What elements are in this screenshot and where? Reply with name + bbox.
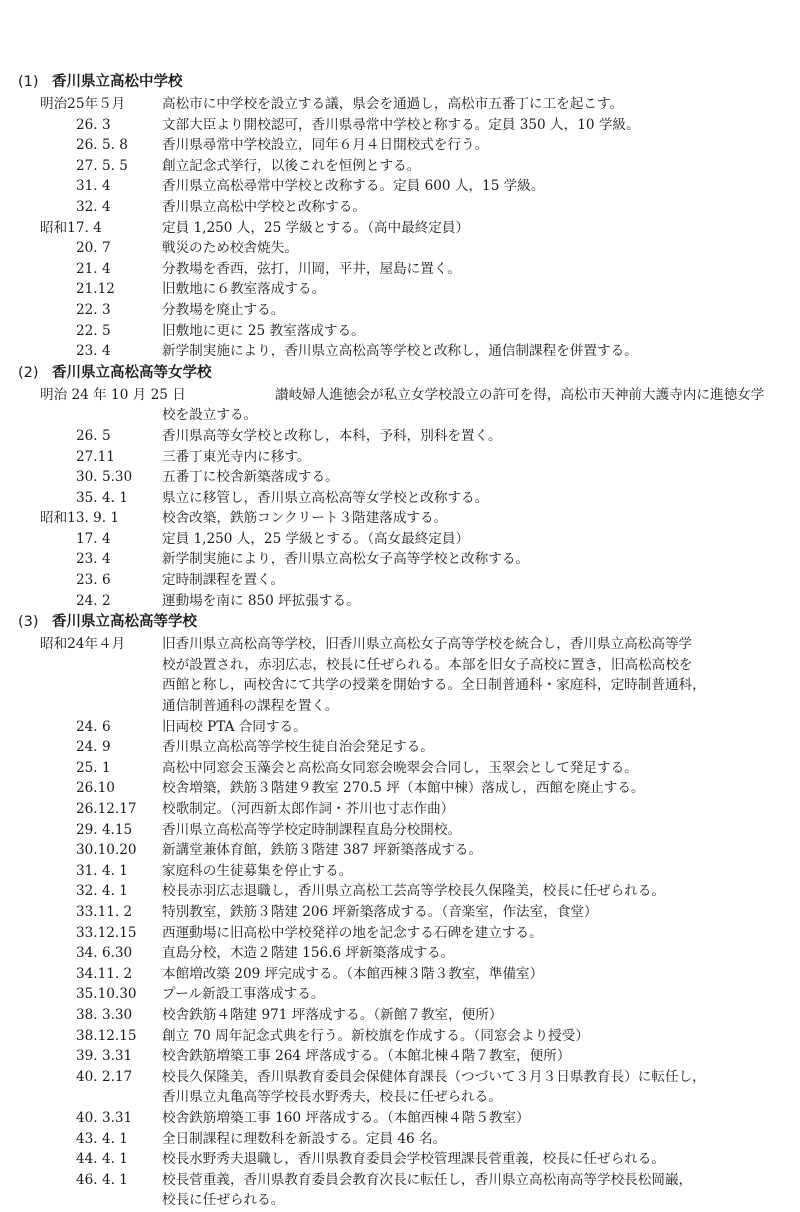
entry-line: 分教場を香西，弦打，川岡，平井，屋島に置く。: [162, 260, 461, 277]
entry-text: [162, 467, 800, 488]
timeline-entry: [0, 197, 800, 218]
entry-date: 26. 5. 8: [76, 137, 128, 154]
entry-date: 24. 9: [76, 739, 111, 756]
entry-text: [162, 1129, 800, 1150]
entry-line: 旧敷地に６教室落成する。: [162, 281, 326, 298]
entry-text: [162, 549, 800, 570]
entry-text: [162, 799, 800, 820]
entry-text: [162, 426, 800, 447]
history-section: [0, 611, 800, 1211]
entry-date: 26.10: [76, 780, 115, 797]
timeline-entry: [0, 549, 800, 570]
entry-line: 戦災のため校舎焼失。: [162, 240, 298, 257]
entry-line: 香川県立高松中学校と改称する。: [162, 198, 366, 215]
entry-date: 20. 7: [76, 240, 111, 257]
entry-date: 34. 6.30: [76, 945, 133, 962]
entry-text: [162, 197, 800, 218]
entry-date: 34.11. 2: [76, 965, 133, 982]
entry-text: [162, 717, 800, 738]
entry-line: 校舎増築，鉄筋３階建９教室 270.5 坪（本館中棟）落成し，西館を廃止する。: [162, 780, 645, 797]
entry-text: [162, 341, 800, 362]
entry-line: 通信制普通科の課程を置く。: [162, 698, 339, 715]
entry-line: 讃岐婦人進徳会が私立女学校設立の許可を得，高松市天神前大護寺内に進徳女学: [275, 386, 765, 403]
entry-line: 創立記念式挙行，以後これを恒例とする。: [162, 157, 421, 174]
entry-date: 昭和13. 9. 1: [40, 510, 120, 527]
timeline-entry: [0, 279, 800, 300]
entry-line: 三番丁東光寺内に移す。: [162, 448, 311, 465]
entry-date: 38. 3.30: [76, 1006, 133, 1023]
entry-line: 香川県高等女学校と改称し，本科，予科，別科を置く。: [162, 427, 502, 444]
timeline-entry: [0, 861, 800, 882]
entry-date: 31. 4. 1: [76, 862, 128, 879]
entry-text: [162, 943, 800, 964]
entry-date: 35. 4. 1: [76, 489, 128, 506]
section-title: 香川県立高松高等女学校: [52, 364, 212, 381]
timeline-entry: [0, 881, 800, 902]
entry-text: [162, 321, 800, 342]
entry-line: 県立に移管し，香川県立高松高等女学校と改称する。: [162, 489, 489, 506]
timeline-entry: [0, 321, 800, 342]
entry-date: 24. 6: [76, 718, 111, 735]
timeline-entry: [0, 385, 800, 426]
entry-line: 旧香川県立高松高等学校，旧香川県立高松女子高等学校を統合し，香川県立高松高等学: [162, 636, 693, 653]
timeline-entry: [0, 94, 800, 115]
entry-line: 定時制課程を置く。: [162, 572, 285, 589]
timeline-entry: [0, 156, 800, 177]
section-number: (2): [18, 364, 39, 381]
entry-line: 校舎鉄筋４階建 971 坪落成する。（新館７教室，便所）: [162, 1006, 503, 1023]
entry-text: [162, 1005, 800, 1026]
entry-line: 校舎改築，鉄筋コンクリート３階建落成する。: [162, 510, 448, 527]
entry-date: 25. 1: [76, 759, 111, 776]
entry-line: 香川県立高松高等学校定時制課程直島分校開校。: [162, 821, 462, 838]
timeline-entry: [0, 758, 800, 779]
entry-date: 17. 4: [76, 530, 111, 547]
entry-text: [162, 820, 800, 841]
entry-text: [162, 529, 800, 550]
entry-line: 高松市に中学校を設立する議，県会を通過し，高松市五番丁に工を起こす。: [162, 96, 624, 112]
entry-text: [162, 1046, 800, 1067]
entry-text: [162, 1170, 800, 1211]
entry-text: [162, 1149, 800, 1170]
entry-date: 38.12.15: [76, 1027, 137, 1044]
entry-date: 35.10.30: [76, 986, 137, 1003]
timeline-entry: [0, 1149, 800, 1170]
entry-text: [162, 385, 800, 426]
timeline-entry: [0, 467, 800, 488]
entry-date: 44. 4. 1: [76, 1151, 128, 1168]
timeline-entry: [0, 943, 800, 964]
entry-text: [162, 1026, 800, 1047]
timeline-entry: [0, 591, 800, 612]
entry-line: 本館増改築 209 坪完成する。（本館西棟３階３教室，準備室）: [162, 965, 544, 982]
entry-line: 文部大臣より開校認可，香川県尋常中学校と称する。定員 350 人，10 学級。: [162, 116, 640, 133]
entry-date: 29. 4.15: [76, 821, 133, 838]
entry-line: 分教場を廃止する。: [162, 301, 285, 318]
entry-text: [162, 135, 800, 156]
entry-date: 43. 4. 1: [76, 1130, 128, 1147]
entry-text: [162, 1108, 800, 1129]
entry-text: [162, 508, 800, 529]
section-number: (3): [18, 614, 39, 631]
entry-text: [162, 881, 800, 902]
section-heading: [0, 611, 800, 634]
entry-line: 校長久保隆美，香川県教育委員会保健体育課長（つづいて３月３日県教育長）に転任し，: [162, 1068, 706, 1085]
entry-text: [162, 902, 800, 923]
entry-line: 運動場を南に 850 坪拡張する。: [162, 592, 360, 609]
timeline-entry: [0, 218, 800, 239]
entry-date: 27.11: [76, 448, 115, 465]
entry-line: 西運動場に旧高松中学校発祥の地を記念する石碑を建立する。: [162, 924, 543, 941]
section-title: 香川県立高松高等学校: [52, 614, 197, 631]
entry-text: [162, 758, 800, 779]
entry-date: 昭和17. 4: [40, 219, 102, 236]
entry-line: 校が設置され，赤羽広志，校長に任ぜられる。本部を旧女子高校に置き，旧高松高校を: [162, 656, 693, 673]
entry-text: [162, 778, 800, 799]
entry-date: 明治25年５月: [40, 96, 126, 112]
entry-date: 26.12.17: [76, 801, 137, 817]
entry-text: [162, 840, 800, 861]
timeline-entry: [0, 1129, 800, 1150]
entry-line: 創立 70 周年記念式典を行う。新校旗を作成する。（同窓会より授受）: [162, 1027, 589, 1044]
entry-line: 新講堂兼体育館，鉄筋３階建 387 坪新築落成する。: [162, 842, 483, 859]
timeline-entry: [0, 529, 800, 550]
entry-line: 旧敷地に更に 25 教室落成する。: [162, 322, 365, 339]
timeline-entry: [0, 1026, 800, 1047]
entry-date: 32. 4. 1: [76, 883, 128, 900]
entry-date: 32. 4: [76, 198, 111, 215]
timeline-entry: [0, 115, 800, 136]
timeline-entry: [0, 426, 800, 447]
section-heading: [0, 362, 800, 385]
entry-text: [162, 218, 800, 239]
timeline-entry: [0, 840, 800, 861]
entry-date: 33.12.15: [76, 924, 137, 941]
timeline-entry: [0, 1046, 800, 1067]
entry-line: 高松中同窓会玉藻会と高松高女同窓会晩翠会合同し，玉翠会として発足する。: [162, 759, 638, 776]
section-number: (1): [18, 74, 39, 90]
entry-text: [162, 964, 800, 985]
entry-text: [162, 238, 800, 259]
timeline-entry: [0, 300, 800, 321]
timeline-entry: [0, 964, 800, 985]
entry-line: 家庭科の生徒募集を停止する。: [162, 862, 353, 879]
entry-text: [162, 94, 800, 115]
entry-date: 39. 3.31: [76, 1048, 133, 1065]
entry-text: [162, 279, 800, 300]
entry-date: 24. 2: [76, 592, 111, 609]
entry-line: 校長菅重義，香川県教育委員会教育次長に転任し，香川県立高松南高等学校長松岡巌，: [162, 1171, 693, 1188]
timeline-entry: [0, 799, 800, 820]
entry-date: 昭和24年４月: [40, 636, 126, 653]
entry-line: 定員 1,250 人，25 学級とする。（高女最終定員）: [162, 530, 470, 547]
entry-line: プール新設工事落成する。: [162, 986, 325, 1003]
timeline-entry: [0, 341, 800, 362]
entry-line: 新学制実施により，香川県立高松女子高等学校と改称する。: [162, 551, 530, 568]
timeline-entry: [0, 508, 800, 529]
entry-line: 旧両校 PTA 合同する。: [162, 718, 307, 735]
timeline-entry: [0, 1005, 800, 1026]
entry-line: 五番丁に校舎新築落成する。: [162, 469, 339, 486]
timeline-entry: [0, 717, 800, 738]
entry-line: 校歌制定。（河西新太郎作詞・芥川也寸志作曲）: [162, 801, 455, 817]
entry-date: 31. 4: [76, 178, 111, 195]
entry-date: 33.11. 2: [76, 903, 133, 920]
entry-date: 22. 3: [76, 301, 111, 318]
entry-text: [162, 591, 800, 612]
entry-date: 21. 4: [76, 260, 111, 277]
entry-text: [162, 737, 800, 758]
entry-line: 校長水野秀夫退職し，香川県教育委員会学校管理課長菅重義，校長に任ぜられる。: [162, 1151, 665, 1168]
entry-line: 香川県尋常中学校設立，同年６月４日開校式を行う。: [162, 137, 489, 154]
entry-line: 全日制課程に理数科を新設する。定員 46 名。: [162, 1130, 447, 1147]
entry-text: [162, 156, 800, 177]
entry-date: 40. 2.17: [76, 1068, 133, 1085]
entry-line: 校長赤羽広志退職し，香川県立高松工芸高等学校長久保隆美，校長に任ぜられる。: [162, 883, 665, 900]
entry-date: 30. 5.30: [76, 469, 133, 486]
timeline-entry: [0, 923, 800, 944]
timeline-entry: [0, 1067, 800, 1108]
entry-date: 40. 3.31: [76, 1109, 133, 1126]
entry-date: 30.10.20: [76, 842, 137, 859]
entry-text: [162, 861, 800, 882]
entry-date: 21.12: [76, 281, 115, 298]
entry-text: [162, 984, 800, 1005]
entry-line: 校舎鉄筋増築工事 160 坪落成する。（本館西棟４階５教室）: [162, 1109, 530, 1126]
entry-date: 26. 5: [76, 427, 111, 444]
history-section: [0, 71, 800, 362]
timeline-entry: [0, 634, 800, 716]
entry-date: 46. 4. 1: [76, 1171, 128, 1188]
entry-text: [162, 1067, 800, 1108]
entry-text: [162, 176, 800, 197]
entry-text: [162, 570, 800, 591]
entry-date: 26. 3: [76, 116, 111, 133]
entry-line: 香川県立高松高等学校生徒自治会発足する。: [162, 739, 434, 756]
history-section: [0, 362, 800, 612]
entry-text: [162, 634, 800, 716]
section-title: 香川県立高松中学校: [52, 74, 183, 90]
entry-line: 校長に任ぜられる。: [162, 1192, 285, 1209]
entry-line: 校を設立する。: [162, 407, 258, 424]
entry-text: [162, 115, 800, 136]
timeline-entry: [0, 238, 800, 259]
timeline-entry: [0, 570, 800, 591]
entry-date: 22. 5: [76, 322, 111, 339]
history-chronology: [0, 71, 800, 1211]
entry-text: [162, 300, 800, 321]
timeline-entry: [0, 176, 800, 197]
entry-line: 定員 1,250 人，25 学級とする。（高中最終定員）: [162, 219, 470, 236]
entry-line: 西館と称し，両校舎にて共学の授業を開始する。全日制普通科・家庭科，定時制普通科，: [162, 677, 706, 694]
entry-line: 校舎鉄筋増築工事 264 坪落成する。（本館北棟４階７教室，便所）: [162, 1048, 571, 1065]
timeline-entry: [0, 259, 800, 280]
timeline-entry: [0, 1108, 800, 1129]
entry-text: [162, 923, 800, 944]
entry-line: 新学制実施により，香川県立高松高等学校と改称し，通信制課程を併置する。: [162, 343, 638, 360]
timeline-entry: [0, 984, 800, 1005]
timeline-entry: [0, 737, 800, 758]
timeline-entry: [0, 902, 800, 923]
timeline-entry: [0, 778, 800, 799]
section-heading: [0, 71, 800, 94]
entry-date: 27. 5. 5: [76, 157, 128, 174]
timeline-entry: [0, 135, 800, 156]
entry-text: [162, 259, 800, 280]
timeline-entry: [0, 447, 800, 468]
entry-text: [162, 447, 800, 468]
entry-date: 23. 6: [76, 572, 111, 589]
timeline-entry: [0, 1170, 800, 1211]
timeline-entry: [0, 488, 800, 509]
entry-date: 23. 4: [76, 343, 111, 360]
entry-text: [162, 488, 800, 509]
entry-line: 直島分校，木造２階建 156.6 坪新築落成する。: [162, 945, 455, 962]
entry-date: 明治 24 年 10 月 25 日: [40, 386, 186, 403]
entry-line: 特別教室，鉄筋３階建 206 坪新築落成する。（音楽室，作法室，食堂）: [162, 903, 598, 920]
timeline-entry: [0, 820, 800, 841]
entry-line: 香川県立高松尋常中学校と改称する。定員 600 人，15 学級。: [162, 178, 545, 195]
entry-date: 23. 4: [76, 551, 111, 568]
entry-line: 香川県立丸亀高等学校長水野秀夫，校長に任ぜられる。: [162, 1089, 502, 1106]
